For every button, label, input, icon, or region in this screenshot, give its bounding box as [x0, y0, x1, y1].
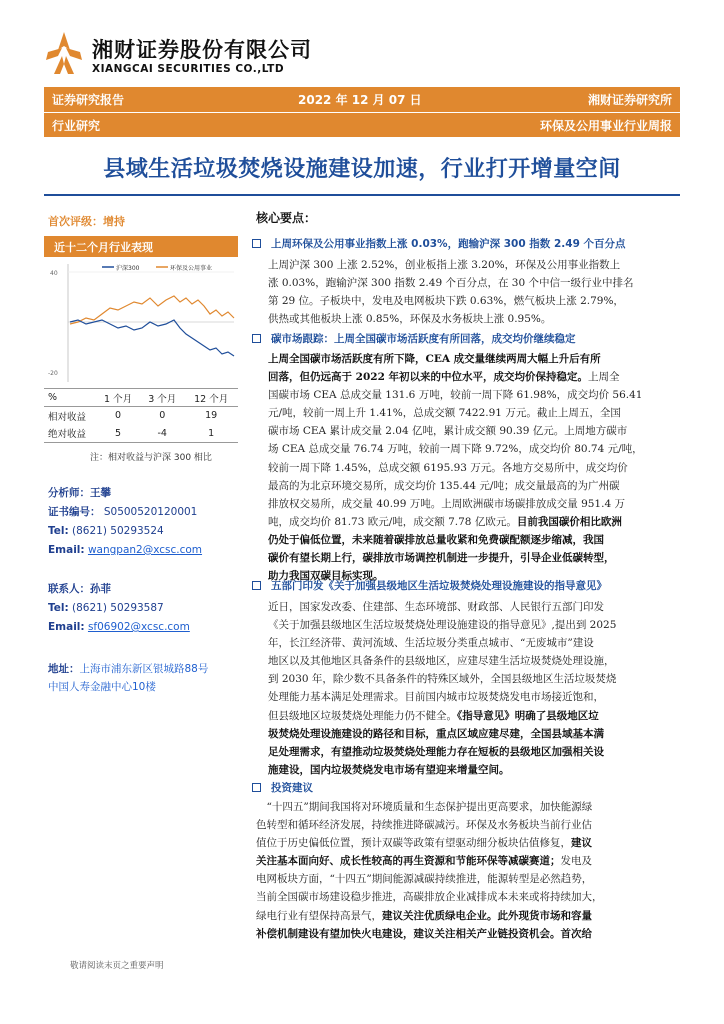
analyst-email-label: Email:	[48, 544, 85, 556]
cell-value: 5	[115, 427, 122, 439]
checkbox-bullet-icon	[252, 783, 261, 792]
perf-col-3m: 3 个月	[148, 393, 177, 405]
company-name-en: XIANGCAI SECURITIES CO.,LTD	[92, 63, 285, 75]
analyst-block	[48, 484, 202, 560]
address-line2: 中国人寿金融中心10楼	[48, 681, 156, 693]
address-label: 地址：	[48, 663, 80, 675]
row-label: 绝对收益	[48, 429, 87, 441]
row-label: 相对收益	[48, 411, 87, 423]
perf-col-1m: 1 个月	[104, 393, 133, 405]
section-head-1: 上周环保及公用事业指数上涨 0.03%，跑输沪深 300 指数 2.49 个百分点	[252, 236, 626, 251]
contact-email-link[interactable]: sf06902@xcsc.com	[87, 621, 190, 633]
analyst-name-label: 分析师：	[48, 487, 90, 499]
core-points-title: 核心要点：	[256, 211, 317, 225]
section-head-2: 碳市场跟踪：上周全国碳市场活跃度有所回落，成交均价继续稳定	[252, 331, 576, 346]
address-line1: 上海市浦东新区银城路88号	[79, 663, 209, 675]
contact-name: 孙菲	[90, 583, 111, 595]
section-head-4: 投资建议	[252, 780, 313, 795]
table-row	[44, 425, 238, 443]
perf-col-12m: 12 个月	[194, 393, 229, 405]
legend-industry: 环保及公用事业	[170, 265, 213, 272]
cell-value: 19	[205, 410, 218, 422]
rating-label: 首次评级：增持	[48, 215, 125, 228]
contact-tel: (8621) 50293587	[72, 602, 164, 614]
legend-hs300: 沪深300	[116, 265, 140, 272]
report-title: 县域生活垃圾焚烧设施建设加速，行业打开增量空间	[103, 157, 621, 182]
table-note: 注：相对收益与沪深 300 相比	[90, 453, 212, 463]
cert-label: 证书编号：	[48, 506, 101, 518]
contact-tel-label: Tel:	[48, 602, 69, 614]
company-name-cn: 湘财证券股份有限公司	[92, 38, 312, 62]
address-block	[48, 660, 238, 696]
title-divider	[44, 194, 680, 196]
header-band-top	[44, 87, 680, 112]
checkbox-bullet-icon	[252, 239, 261, 248]
footer-disclaimer: 敬请阅读末页之重要声明	[70, 961, 164, 971]
analyst-name: 王攀	[90, 487, 111, 499]
section-head-3: 五部门印发《关于加强县级地区生活垃圾焚烧处理设施建设的指导意见》	[252, 578, 607, 593]
performance-chart	[44, 258, 238, 386]
analyst-email-link[interactable]: wangpan2@xcsc.com	[87, 544, 203, 556]
contact-block	[48, 580, 190, 637]
section-body-2: 上周全国碳市场活跃度有所下降，CEA 成交量继续两周大幅上升后有所 回落，但仍远高于 2022 年初以来的中位水平，成交均价保持稳定。上周全 国碳市场 CEA 总成交量 131.6 万吨，较前一周下降 61.98%，成交均价 56.41 元/吨，较前一周上升 1.41%，总成交额 7422.91 万元。截止上周五，全国 碳市场 CEA 累计成交量 2.04 亿吨，累计成交额 90.39 亿元。上周地方碳市 场 CEA 总成交量 76.74 万吨，较前一周下降 9.72%，成交均价 80.74 元/吨， 较前一周下降 1.45%，总成交额 6195.93 万元。各地方交易所中，成交均价 最高的为北京环境交易所，成交均价 135.44 元/吨；成交量最高的为广州碳 排放权交易所，成交量 40.99 万吨。上周欧洲碳市场碳排放成交量 951.4 万 吨，成交均价 81.73 欧元/吨，成交额 7.78 亿欧元。目前我国碳价相比欧洲 仍处于偏低位置，未来随着碳排放总量收紧和免费碳配额逐步缩减，我国 碳价有望长期上行，碳排放市场调控机制进一步提升，引导企业低碳转型， 助力我国双碳目标实现。	[268, 353, 643, 583]
performance-table	[44, 388, 238, 443]
cell-value: 1	[208, 427, 215, 439]
header-band-bottom	[44, 113, 680, 137]
section-body-4: “十四五”期间我国将对环境质量和生态保护提出更高要求，加快能源绿 色转型和循环经济发展，持续推进降碳减污。环保及水务板块当前行业估 值位于历史偏低位置，预计双碳等政策有望驱动细分板块估值修复，建议 关注基本面向好、成长性较高的再生资源和节能环保等减碳赛道；发电及 电网板块方面，“十四五”期间能源减碳持续推进，能源转型是必然趋势， 当前全国碳市场建设稳步推进，高碳排放企业减排成本未来或将持续加大， 绿电行业有望保持高景气，建议关注优质绿电企业。此外现货市场和容量 补偿机制建设有望加快火电建设，建议关注相关产业链投资机会。首次给	[256, 801, 603, 940]
cell-value: 0	[115, 410, 122, 422]
y-tick-bottom: -20	[48, 370, 58, 377]
section-body-3: 近日，国家发改委、住建部、生态环境部、财政部、人民银行五部门印发 《关于加强县级地区生活垃圾焚烧处理设施建设的指导意见》,提出到 2025 年，长江经济带、黄河流域、生活垃圾分类重点城市、“无废城市”建设 地区以及其他地区具备条件的县级地区，应建尽建生活垃圾焚烧处理设施， 到 2030 年，除少数不具备条件的特殊区域外，全国县级地区生活垃圾焚烧 处理能力基本满足处理需求。目前国内城市垃圾焚烧发电市场接近饱和， 但县级地区垃圾焚烧处理能力仍不健全。《指导意见》明确了县级地区垃 圾焚烧处理设施建设的路径和目标，重点区域应建尽建，全国县域基本满 足处理需求，有望推动垃圾焚烧处理能力存在短板的县级地区加强相关设 施建设，国内垃圾焚烧发电市场有望迎来增量空间。	[268, 601, 617, 776]
checkbox-bullet-icon	[252, 334, 261, 343]
chart-header: 近十二个月行业表现	[44, 236, 238, 257]
institute-name: 湘财证券研究所	[587, 93, 672, 107]
table-row	[44, 407, 238, 425]
perf-col-unit: %	[48, 392, 58, 403]
contact-email-label: Email:	[48, 621, 85, 633]
company-logo-icon	[44, 30, 84, 76]
report-type: 证券研究报告	[52, 93, 125, 107]
cell-value: 0	[159, 410, 166, 422]
report-series: 环保及公用事业行业周报	[539, 119, 672, 133]
checkbox-bullet-icon	[252, 581, 261, 590]
report-category: 行业研究	[52, 119, 101, 133]
contact-name-label: 联系人：	[48, 583, 90, 595]
cell-value: -4	[157, 427, 167, 439]
analyst-tel-label: Tel:	[48, 525, 69, 537]
section-body-1: 上周沪深 300 上涨 2.52%，创业板指上涨 3.20%，环保及公用事业指数上 涨 0.03%，跑输沪深 300 指数 2.49 个百分点，在 30 个中信一级行业中排名 第 29 位。子板块中，发电及电网板块下跌 0.63%，燃气板块上涨 2.79%， 供热或其他板块上涨 0.85%，环保及水务板块上涨 0.95%。	[268, 259, 634, 326]
analyst-tel: (8621) 50293524	[72, 525, 164, 537]
cert-number: S0500520120001	[103, 506, 198, 518]
hs300-series-line	[70, 320, 234, 356]
industry-series-line	[70, 296, 234, 324]
y-tick-top: 40	[50, 270, 58, 277]
report-date: 2022 年 12 月 07 日	[298, 93, 422, 107]
